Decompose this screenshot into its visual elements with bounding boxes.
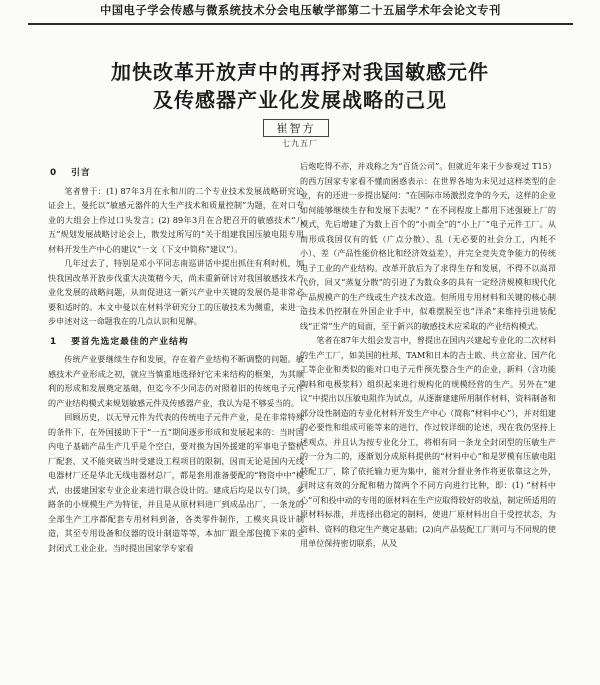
left-column bbox=[48, 163, 304, 679]
section-number: 1 bbox=[50, 336, 58, 347]
section-heading-introduction bbox=[50, 166, 304, 181]
right-column bbox=[300, 159, 556, 685]
paragraph: 传统产业要继续生存和发展，存在着产业结构不断调整的问题。敏感技术产业形成之初，就应当慎重地选择好它未来结构的框架，为其顺利的形成和发展奠定基础，但迄今不少同志仍对照着旧的传统电子元件的产业结构模式来规划敏感元件及传感器产业，我认为是不够妥当的。 bbox=[48, 354, 304, 408]
section-title: 要首先选定最佳的产业结构 bbox=[71, 336, 189, 347]
section-heading-industrial-structure bbox=[50, 335, 304, 350]
paragraph: 笔者在87年大组会发言中，曾提出在国内兴建起专业化的二次材料的生产工厂，如美国的杜邦、TAM和日本的吉士欧、共立窑业、国产化工等企业和类似的能对口电子元件预先整合生产的企业，新料（含功能陶料和电极浆料）组织起来进行规构化的规模经营的生产。另外在“建议”中提出以压敏电阻作为试点，从逐渐建建所用制作材料，资料制备和部分设性制造的专业化材料开发生产中心（简称“材料中心”），并对组建的必要性和组成可能等来的进行，作过较详细的论述，现在我仍坚持上述观点，并且认为按专业化分工，将相有同一条龙全封闭型的压敏生产的一分为二的，逐渐划分成原料提供的“材料中心”和是罗模有压敏电阻装配工厂，除了依托输力更为集中，能对分督业务作将更依靠这之外，同时这有效的分配和精力简两个不同方向进行比种，即：(1) “材料中心”可和投中动的专用的原材料在生产应取得较好的收益，制定所适用的原材料标准，并选择出稳定的制料，使进厂原材料出自于受控状态，为资料、资料的稳定生产奠定基础；(2)向产品装配工厂则可与不同规的使用单位保持密切联系，从及 bbox=[300, 335, 556, 548]
paragraph: 回顾历史，以无导元件为代表的传统电子元件产业，是在非常特殊的条件下，在外国援助下于“一五”期间逐步形成和发展起来的：当时国内电子基础产品生产几乎是个空白，要对换为国外援建的军事电子整机厂配套，又不能突破当时受建设工程项目的限制，因而无论是国内无线电器材厂还是华北无线电器材总厂，都是套用准备要配的“物资中中”模式，由援建国家专业企业来进行联合设计的。建成后均是以专门块，多路条的小规模生产为特征，并且是从原材料进厂到成品出厂，一条龙的全部生产工序都配套专用材料到备，各类零件制作，工模夹具设计制造，其至专用设备和仪器的设计制造等等，本加厂跟全部包揽下来的全封闭式工业企业。当时提出国家学专家看 bbox=[48, 412, 304, 553]
paragraph: 几年过去了，特别是邓小平同志南巡讲话中提出抓住有利时机，加快我国改革开放步伐重大决策精今天，尚未重新研讨对我国敏感技术产业化发展的战略问题，从而促进这一新兴产业中关键的发展仍是非常必要和适时的。本文中曼以在材料学研究分工的压敏技术为侧重，来进一步申述对这一命题我在的几点认识和见解。 bbox=[48, 258, 304, 326]
section-title: 引言 bbox=[71, 168, 91, 178]
running-header: 中国电子学会传感与微系统技术分会电压敏学部第二十五届学术年会论文专刊 bbox=[28, 3, 573, 25]
paper-title-line-2: 及传感器产业化发展战略的己见 bbox=[153, 88, 447, 112]
paragraph: 笔者曾于：(1) 87年3月在永和川的二个专业技术发展战略研究论证会上，曼托以“敏感元器件的大生产技术和质量控制”为题，在对口专业的大组会上作过口头发言；(2) 89年3月在合肥召开的敏感技术“八五”规划发展战略讨论会上，散发过所写的“关于组建我国压敏电阻专用材料开发生产中心的建议”一文（下文中简称“建议”）。 bbox=[48, 185, 304, 254]
paper-title-line-1: 加快改革开放声中的再抒对我国敏感元件 bbox=[111, 60, 489, 84]
author-affiliation: 七九五厂 bbox=[282, 139, 318, 148]
author-name: 崔智方 bbox=[263, 119, 329, 137]
paragraph: 后炮吃得不亦，并戏称之为“百货公司”。但就近年来于少参观过 T15） 的西方国家专家看不懂而困惑表示：在世界各地为未见过这样类型的企业，有的还进一步提出疑问：“在国际市场激烈竞争的今天，这样的企业如何能够继续生存和发展下去呢？” 在不同程度上都用下述强硬上厂的模式，先后增建了为数上百个的“小而全”的“小上厂”电子元件工厂。从而形成我国仅有的低（广点分散）、乱（无必要的社会分工，内耗不小）、差（产品性能价格比和经济效益差），并完全竞失竞争能力的传统电子工业的产业结构。改革开放后为了求得生存和发展，不得不以高昂代价，回又“蒸复分散”的引进了为数众多的具有一定经济规模和现代化产品规模产的生产线或生产技术改造。但所用专用材料和关键的核心制造技术仍控制在外国企业手中，似难摆脱至也“洋杀”来维持引进装配线“正常”生产的局面，至于新兴的敏感技术应采取的产业结构模式。 bbox=[300, 161, 556, 331]
section-number: 0 bbox=[50, 168, 58, 178]
